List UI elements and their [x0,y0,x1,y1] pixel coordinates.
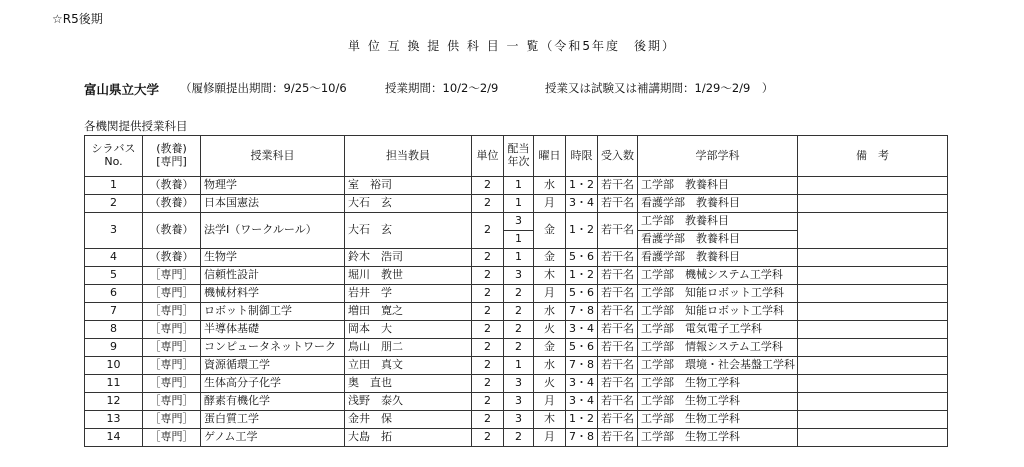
header-department: 学部学科 [638,136,798,177]
category-cell: ［専門］ [143,393,201,411]
university-name: 富山県立大学 [84,82,160,97]
table-row [85,195,948,213]
table-row [85,285,948,303]
notes-cell [798,411,948,429]
course-name-cell: 蛋白質工学 [201,411,345,429]
syllabus-no-cell: 6 [85,285,143,303]
course-name-cell: ロボット制御工学 [201,303,345,321]
category-cell: ［専門］ [143,429,201,447]
instructor-cell: 大石 玄 [345,195,472,213]
credits-cell: 2 [472,177,504,195]
credits-cell: 2 [472,195,504,213]
period-cell: 5・6 [566,339,598,357]
course-name-cell: 日本国憲法 [201,195,345,213]
instructor-cell: 岩井 学 [345,285,472,303]
day-cell: 木 [534,267,566,285]
header-course: 授業科目 [201,136,345,177]
syllabus-no-cell: 12 [85,393,143,411]
department-cell: 工学部 電気電子工学科 [638,321,798,339]
credits-cell: 2 [472,303,504,321]
category-cell: ［専門］ [143,375,201,393]
year-cell: 1 [504,357,534,375]
capacity-cell: 若干名 [598,339,638,357]
category-cell: ［専門］ [143,303,201,321]
syllabus-no-cell: 4 [85,249,143,267]
day-cell: 月 [534,285,566,303]
course-name-cell: 生体高分子化学 [201,375,345,393]
header-period: 時限 [566,136,598,177]
instructor-cell: 浅野 泰久 [345,393,472,411]
syllabus-no-cell: 7 [85,303,143,321]
notes-cell [798,285,948,303]
department-cell: 看護学部 教養科目 [638,231,798,249]
year-cell: 2 [504,321,534,339]
year-cell: 2 [504,429,534,447]
class-period: 授業期間：10/2～2/9 [385,81,499,95]
department-cell: 工学部 情報システム工学科 [638,339,798,357]
department-cell: 看護学部 教養科目 [638,249,798,267]
category-cell: ［専門］ [143,285,201,303]
table-row [85,321,948,339]
table-row [85,411,948,429]
day-cell: 月 [534,393,566,411]
year-cell: 1 [504,231,534,249]
capacity-cell: 若干名 [598,249,638,267]
instructor-cell: 奥 直也 [345,375,472,393]
credits-cell: 2 [472,393,504,411]
year-cell: 2 [504,303,534,321]
instructor-cell: 大島 拓 [345,429,472,447]
credits-cell: 2 [472,267,504,285]
header-credits: 単位 [472,136,504,177]
credits-cell: 2 [472,213,504,249]
department-cell: 工学部 生物工学科 [638,393,798,411]
day-cell: 火 [534,375,566,393]
capacity-cell: 若干名 [598,195,638,213]
course-name-cell: 信頼性設計 [201,267,345,285]
category-cell: （教養） [143,249,201,267]
department-cell: 工学部 生物工学科 [638,429,798,447]
period-cell: 7・8 [566,429,598,447]
syllabus-no-cell: 14 [85,429,143,447]
capacity-cell: 若干名 [598,285,638,303]
department-cell: 工学部 環境・社会基盤工学科 [638,357,798,375]
year-cell: 3 [504,375,534,393]
course-name-cell: 法学Ⅰ（ワークルール） [201,213,345,249]
year-cell: 1 [504,195,534,213]
course-name-cell: ゲノム工学 [201,429,345,447]
credits-cell: 2 [472,285,504,303]
table-row [85,375,948,393]
category-cell: （教養） [143,213,201,249]
period-cell: 3・4 [566,195,598,213]
year-cell: 3 [504,393,534,411]
course-name-cell: 資源循環工学 [201,357,345,375]
category-cell: ［専門］ [143,267,201,285]
table-row [85,339,948,357]
course-table [84,135,948,447]
syllabus-no-cell: 10 [85,357,143,375]
department-cell: 工学部 機械システム工学科 [638,267,798,285]
table-row [85,429,948,447]
department-cell: 工学部 生物工学科 [638,375,798,393]
category-cell: ［専門］ [143,321,201,339]
header-instructor: 担当教員 [345,136,472,177]
course-name-cell: 物理学 [201,177,345,195]
notes-cell [798,303,948,321]
notes-cell [798,339,948,357]
notes-cell [798,429,948,447]
syllabus-no-cell: 1 [85,177,143,195]
table-row [85,357,948,375]
period-info [180,80,773,96]
capacity-cell: 若干名 [598,321,638,339]
notes-cell [798,195,948,213]
day-cell: 木 [534,411,566,429]
category-cell: （教養） [143,195,201,213]
department-cell: 工学部 教養科目 [638,177,798,195]
day-cell: 金 [534,249,566,267]
period-cell: 5・6 [566,285,598,303]
capacity-cell: 若干名 [598,213,638,249]
notes-cell [798,375,948,393]
category-cell: ［専門］ [143,357,201,375]
year-cell: 3 [504,411,534,429]
header-category: (教養) [専門] [143,136,201,177]
table-row [85,249,948,267]
credits-cell: 2 [472,411,504,429]
instructor-cell: 金井 保 [345,411,472,429]
notes-cell [798,249,948,267]
year-cell: 1 [504,249,534,267]
capacity-cell: 若干名 [598,357,638,375]
year-cell: 3 [504,267,534,285]
instructor-cell: 大石 玄 [345,213,472,249]
header-day: 曜日 [534,136,566,177]
category-cell: ［専門］ [143,411,201,429]
period-cell: 1・2 [566,411,598,429]
day-cell: 水 [534,357,566,375]
header-notes: 備 考 [798,136,948,177]
instructor-cell: 立田 真文 [345,357,472,375]
capacity-cell: 若干名 [598,267,638,285]
course-name-cell: 酵素有機化学 [201,393,345,411]
category-cell: ［専門］ [143,339,201,357]
period-cell: 7・8 [566,357,598,375]
capacity-cell: 若干名 [598,393,638,411]
year-cell: 3 [504,213,534,231]
syllabus-no-cell: 5 [85,267,143,285]
notes-cell [798,393,948,411]
year-cell: 2 [504,339,534,357]
notes-cell [798,213,948,249]
notes-cell [798,321,948,339]
course-name-cell: コンピュータネットワーク [201,339,345,357]
application-period: （履修願提出期間：9/25～10/6 [180,81,347,95]
day-cell: 水 [534,177,566,195]
table-row [85,303,948,321]
credits-cell: 2 [472,375,504,393]
syllabus-no-cell: 8 [85,321,143,339]
instructor-cell: 堀川 教世 [345,267,472,285]
instructor-cell: 増田 寛之 [345,303,472,321]
header-year: 配当 年次 [504,136,534,177]
department-cell: 工学部 知能ロボット工学科 [638,303,798,321]
day-cell: 水 [534,303,566,321]
table-row [85,177,948,195]
capacity-cell: 若干名 [598,177,638,195]
period-cell: 3・4 [566,375,598,393]
period-cell: 1・2 [566,177,598,195]
course-name-cell: 生物学 [201,249,345,267]
period-cell: 3・4 [566,393,598,411]
year-cell: 1 [504,177,534,195]
table-row [85,393,948,411]
notes-cell [798,177,948,195]
day-cell: 金 [534,339,566,357]
table-body [85,177,948,447]
syllabus-no-cell: 2 [85,195,143,213]
capacity-cell: 若干名 [598,429,638,447]
capacity-cell: 若干名 [598,375,638,393]
period-label: ☆R5後期 [52,12,103,26]
department-cell: 工学部 知能ロボット工学科 [638,285,798,303]
table-row [85,213,948,231]
syllabus-no-cell: 11 [85,375,143,393]
course-name-cell: 半導体基礎 [201,321,345,339]
header-syllabus-no: シラバス No. [85,136,143,177]
period-cell: 7・8 [566,303,598,321]
course-name-cell: 機械材料学 [201,285,345,303]
capacity-cell: 若干名 [598,411,638,429]
department-cell: 工学部 生物工学科 [638,411,798,429]
capacity-cell: 若干名 [598,303,638,321]
day-cell: 金 [534,213,566,249]
period-cell: 5・6 [566,249,598,267]
instructor-cell: 室 裕司 [345,177,472,195]
notes-cell [798,267,948,285]
credits-cell: 2 [472,429,504,447]
section-label: 各機関提供授業科目 [84,119,188,133]
category-cell: （教養） [143,177,201,195]
period-cell: 3・4 [566,321,598,339]
header-capacity: 受入数 [598,136,638,177]
credits-cell: 2 [472,339,504,357]
syllabus-no-cell: 3 [85,213,143,249]
day-cell: 月 [534,429,566,447]
syllabus-no-cell: 13 [85,411,143,429]
credits-cell: 2 [472,357,504,375]
table-row [85,267,948,285]
department-cell: 工学部 教養科目 [638,213,798,231]
credits-cell: 2 [472,249,504,267]
exam-period: 授業又は試験又は補講期間：1/29～2/9 ） [545,81,774,95]
year-cell: 2 [504,285,534,303]
instructor-cell: 鳥山 朋二 [345,339,472,357]
period-cell: 1・2 [566,213,598,249]
day-cell: 月 [534,195,566,213]
notes-cell [798,357,948,375]
instructor-cell: 岡本 大 [345,321,472,339]
syllabus-no-cell: 9 [85,339,143,357]
day-cell: 火 [534,321,566,339]
credits-cell: 2 [472,321,504,339]
instructor-cell: 鈴木 浩司 [345,249,472,267]
period-cell: 1・2 [566,267,598,285]
header-row [85,136,948,177]
document-title: 単 位 互 換 提 供 科 目 一 覧（令和5年度 後期） [348,39,676,53]
department-cell: 看護学部 教養科目 [638,195,798,213]
